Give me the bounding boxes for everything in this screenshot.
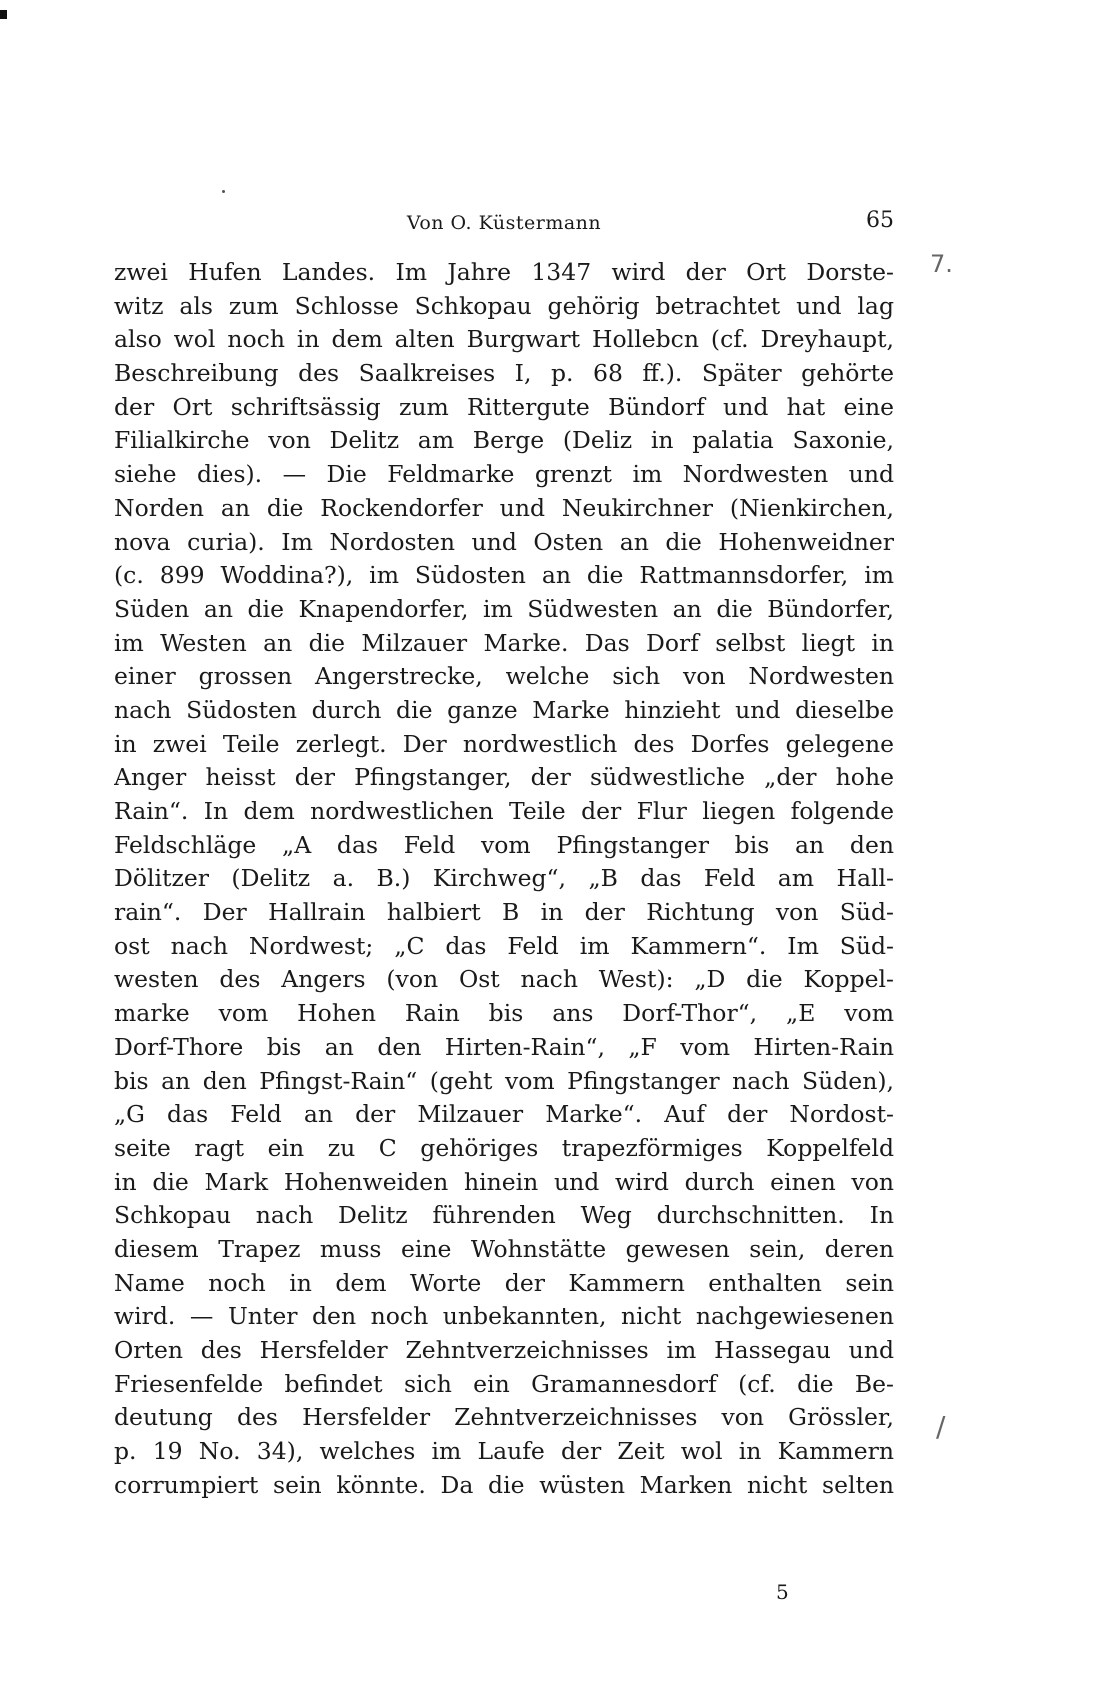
text-line: deutung des Hersfelder Zehntverzeichnisses von Grössler, — [114, 1403, 894, 1432]
text-line: Dorf-Thore bis an den Hirten-Rain“, „F vom Hirten-Rain — [114, 1032, 894, 1061]
text-line: zwei Hufen Landes. Im Jahre 1347 wird der Ort Dorste- — [114, 258, 894, 286]
text-line: Friesenfelde befindet sich ein Gramannesdorf (cf. die Be- — [114, 1369, 894, 1398]
text-line: nova curia). Im Nordosten und Osten an die Hohenweidner — [114, 527, 894, 556]
text-line: corrumpiert sein könnte. Da die wüsten Marken nicht selten — [114, 1470, 894, 1499]
text-line: Anger heisst der Pfingstanger, der südwestliche „der hohe — [114, 763, 894, 792]
scan-speck — [222, 190, 225, 193]
text-line: diesem Trapez muss eine Wohnstätte gewesen sein, deren — [114, 1234, 894, 1263]
text-line: Orten des Hersfelder Zehntverzeichnisses im Hassegau und — [114, 1336, 894, 1364]
text-line: witz als zum Schlosse Schkopau gehörig betrachtet und lag — [114, 291, 894, 320]
text-line: marke vom Hohen Rain bis ans Dorf-Thor“, „E vom — [114, 999, 894, 1028]
text-line: p. 19 No. 34), welches im Laufe der Zeit wol in Kammern — [114, 1437, 894, 1466]
margin-note-bottom: / — [936, 1410, 946, 1443]
text-line: also wol noch in dem alten Burgwart Hollebcn (cf. Dreyhaupt, — [114, 325, 894, 354]
text-line: „G das Feld an der Milzauer Marke“. Auf der Nordost- — [114, 1100, 894, 1129]
text-line: in zwei Teile zerlegt. Der nordwestlich des Dorfes gelegene — [114, 729, 894, 758]
text-line: der Ort schriftsässig zum Rittergute Bündorf und hat eine — [114, 392, 894, 421]
margin-note-top: 7. — [930, 250, 953, 278]
text-line: siehe dies). — Die Feldmarke grenzt im Nordwesten und — [114, 460, 894, 489]
text-line: bis an den Pfingst-Rain“ (geht vom Pfingstanger nach Süden), — [114, 1066, 894, 1095]
text-line: Filialkirche von Delitz am Berge (Deliz in palatia Saxonie, — [114, 426, 894, 455]
running-title: Von O. Küstermann — [406, 212, 602, 234]
text-line: wird. — Unter den noch unbekannten, nicht nachgewiesenen — [114, 1302, 894, 1331]
body-text — [114, 256, 894, 1502]
text-line: in die Mark Hohenweiden hinein und wird durch einen von — [114, 1167, 894, 1196]
text-line: Norden an die Rockendorfer und Neukirchner (Nienkirchen, — [114, 493, 894, 522]
text-line: Schkopau nach Delitz führenden Weg durchschnitten. In — [114, 1201, 894, 1230]
text-line: rain“. Der Hallrain halbiert B in der Richtung von Süd- — [114, 898, 894, 927]
text-line: Rain“. In dem nordwestlichen Teile der Flur liegen folgende — [114, 797, 894, 825]
text-line: westen des Angers (von Ost nach West): „D die Koppel- — [114, 965, 894, 994]
text-line: Feldschläge „A das Feld vom Pfingstanger bis an den — [114, 830, 894, 859]
text-line: Süden an die Knapendorfer, im Südwesten an die Bündorfer, — [114, 594, 894, 623]
text-line: Dölitzer (Delitz a. B.) Kirchweg“, „B das Feld am Hall- — [114, 864, 894, 893]
text-line: im Westen an die Milzauer Marke. Das Dorf selbst liegt in — [114, 628, 894, 657]
scan-corner-mark — [0, 10, 7, 19]
text-line: nach Südosten durch die ganze Marke hinzieht und dieselbe — [114, 695, 894, 724]
running-head — [114, 208, 894, 242]
signature-mark: 5 — [776, 1580, 789, 1604]
text-line: ost nach Nordwest; „C das Feld im Kammern“. Im Süd- — [114, 931, 894, 960]
text-line: Beschreibung des Saalkreises I, p. 68 ff.). Später gehörte — [114, 359, 894, 388]
text-line: Name noch in dem Worte der Kammern enthalten sein — [114, 1268, 894, 1297]
page-number: 65 — [866, 208, 894, 233]
text-line: seite ragt ein zu C gehöriges trapezförmiges Koppelfeld — [114, 1133, 894, 1162]
text-line: einer grossen Angerstrecke, welche sich von Nordwesten — [114, 662, 894, 691]
text-line: (c. 899 Woddina?), im Südosten an die Rattmannsdorfer, im — [114, 561, 894, 590]
